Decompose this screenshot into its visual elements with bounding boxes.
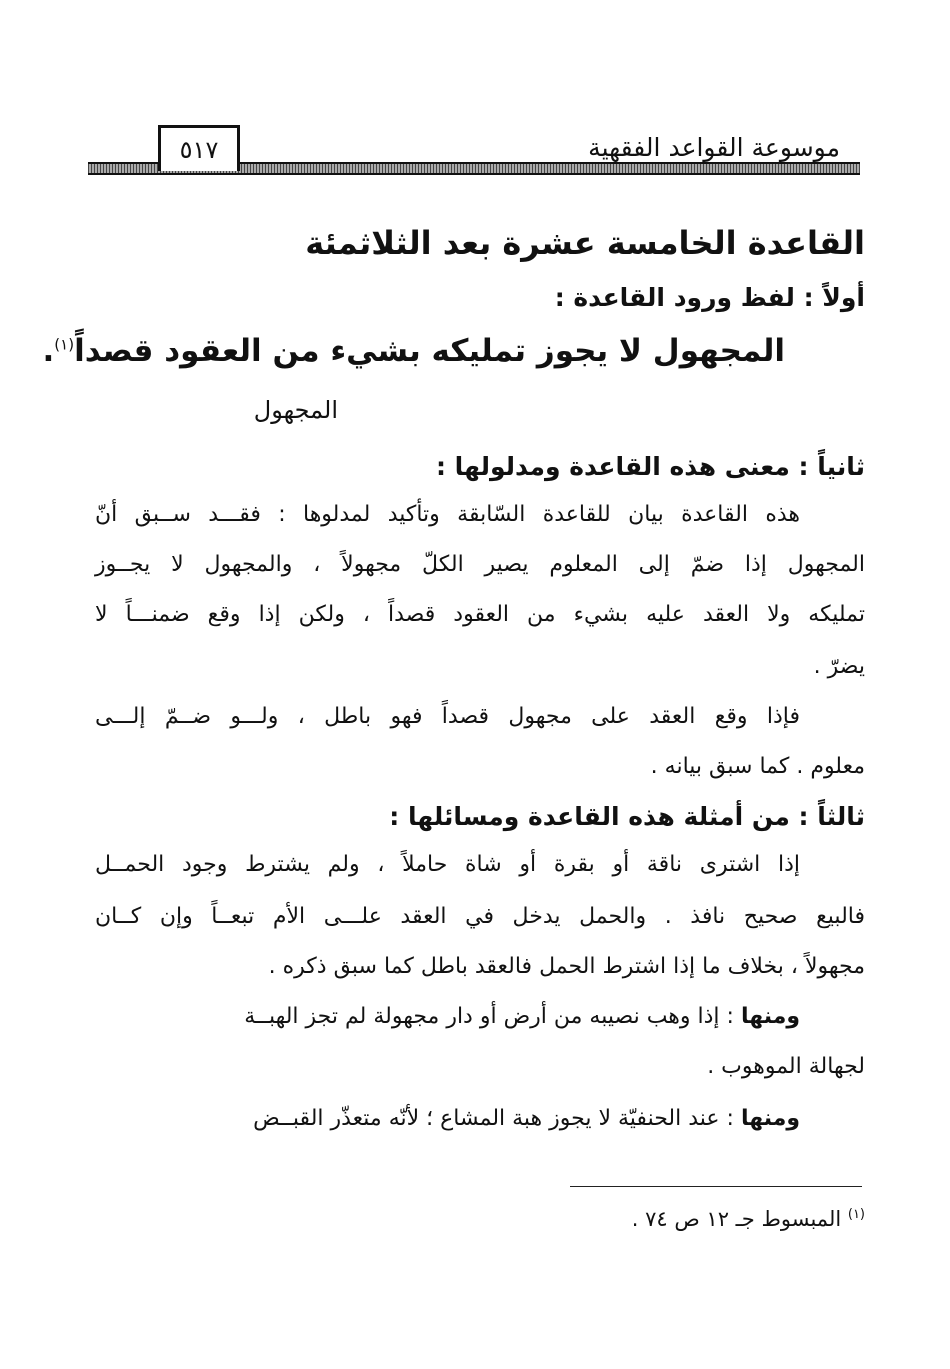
footnote-reference[interactable]: (١) xyxy=(54,335,75,354)
section3-para1-line2: فالبيع صحيح نافذ . والحمل يدخل في العقد علـــى الأم تبعــاً وإن كــان xyxy=(95,904,865,929)
section3-para2-text: : إذا وهب نصيبه من أرض أو دار مجهولة لم تجز الهبــة xyxy=(244,1004,741,1029)
footnote xyxy=(632,1207,865,1231)
footnote-marker: (١) xyxy=(847,1207,865,1222)
section3-para1-line3: مجهولاً ، بخلاف ما إذا اشترط الحمل فالعقد باطل كما سبق ذكره . xyxy=(268,954,865,979)
section3-para1-line1: إذا اشترى ناقة أو بقرة أو شاة حاملاً ، ولم يشترط وجود الحمــل xyxy=(95,852,800,877)
section3-para2-line2: لجهالة الموهوب . xyxy=(707,1054,865,1079)
example-lead: ومنها xyxy=(740,1004,800,1029)
footnote-text: المبسوط جـ ١٢ ص ٧٤ . xyxy=(631,1207,848,1231)
section3-para2-line1 xyxy=(95,1004,800,1029)
section3-para3-text: : عند الحنفيّة لا يجوز هبة المشاع ؛ لأنّه متعذّر القبــض xyxy=(253,1106,741,1131)
section2-heading: ثانياً : معنى هذه القاعدة ومدلولها : xyxy=(435,452,865,481)
section1-heading: أولاً : لفظ ورود القاعدة : xyxy=(554,283,865,312)
example-lead: ومنها xyxy=(740,1106,800,1131)
section2-para2-line1: فإذا وقع العقد على مجهول قصداً فهو باطل ، ولـــو ضــمّ إلـــى xyxy=(95,704,800,729)
rule-statement-text: المجهول لا يجوز تمليكه بشيء من العقود قصداً xyxy=(74,333,785,369)
rule-statement xyxy=(43,333,786,369)
section2-para2-line2: معلوم . كما سبق بيانه . xyxy=(650,754,865,779)
page-number-box xyxy=(158,125,240,171)
section3-heading: ثالثاً : من أمثلة هذه القاعدة ومسائلها : xyxy=(389,802,865,831)
section2-para1-line4: يضرّ . xyxy=(813,654,865,679)
section2-para1-line3: تمليكه ولا العقد عليه بشيء من العقود قصداً ، ولكن إذا وقع ضمنـــاً لا xyxy=(95,602,865,627)
section2-para1-line2: المجهول إذا ضمّ إلى المعلوم يصير الكلّ مجهولاً ، والمجهول لا يجــوز xyxy=(95,552,865,577)
standalone-word: المجهول xyxy=(253,396,338,424)
page-number: ٥١٧ xyxy=(179,136,219,164)
running-header-title: موسوعة القواعد الفقهية xyxy=(588,133,840,162)
footnote-separator xyxy=(570,1186,862,1187)
rule-statement-end: . xyxy=(42,333,55,369)
rule-title: القاعدة الخامسة عشرة بعد الثلاثمئة xyxy=(305,224,865,262)
section3-para3-line1 xyxy=(253,1106,800,1131)
section2-para1-line1: هذه القاعدة بيان للقاعدة السّابقة وتأكيد لمدلوها : فقـــد ســبق أنّ xyxy=(95,502,800,527)
